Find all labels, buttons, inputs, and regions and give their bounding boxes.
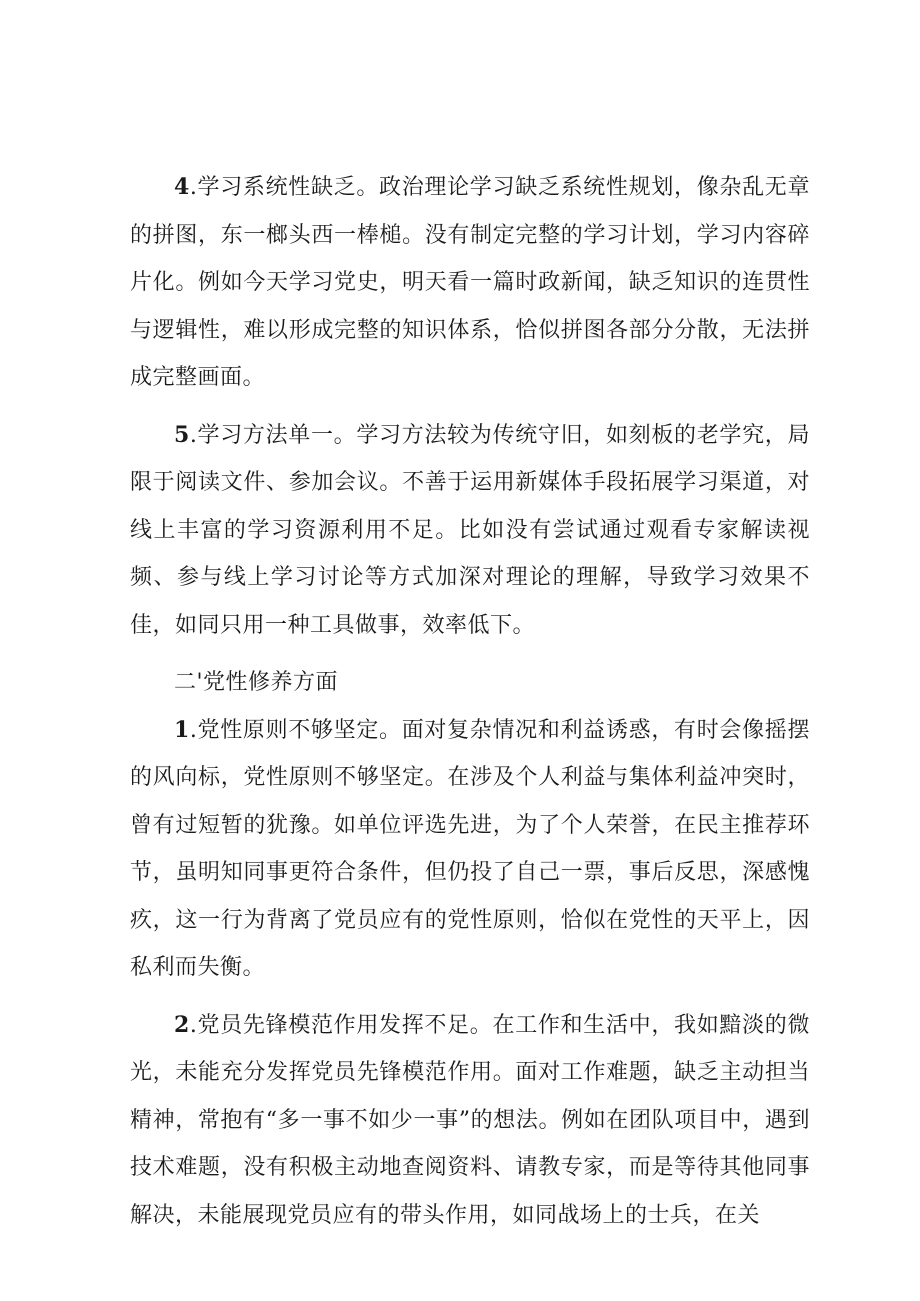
paragraph-number: 5 [174,421,190,448]
document-body [130,164,810,1249]
paragraph-item-1 [130,707,810,992]
paragraph-number: 4 [174,174,190,200]
paragraph-item-5 [130,412,810,650]
paragraph-number: 1 [174,716,190,743]
paragraph-text: .学习方法单一。学习方法较为传统守旧，如刻板的老学究，局限于阅读文件、参加会议。不善于运用新媒体手段拓展学习渠道，对线上丰富的学习资源利用不足。比如没有尝试通过观看专家解读视频、参与线上学习讨论等方式加深对理论的理解，导致学习效果不佳，如同只用一种工具做事，效率低下。 [130,422,810,638]
paragraph-number: 2 [174,1011,190,1038]
paragraph-text: .党性原则不够坚定。面对复杂情况和利益诱惑，有时会像摇摆的风向标，党性原则不够坚定。在涉及个人利益与集体利益冲突时，曾有过短暂的犹豫。如单位评选先进，为了个人荣誉，在民主推荐环节，虽明知同事更符合条件，但仍投了自己一票，事后反思，深感愧疚，这一行为背离了党员应有的党性原则，恰似在党性的天平上，因私利而失衡。 [130,717,810,980]
paragraph-item-2 [130,1002,810,1240]
section-heading [130,659,810,707]
section-heading-text: 二'党性修养方面 [174,670,339,695]
paragraph-text: .党员先锋模范作用发挥不足。在工作和生活中，我如黯淡的微光，未能充分发挥党员先锋模范作用。面对工作难题，缺乏主动担当精神，常抱有“多一事不如少一事”的想法。例如在团队项目中，遇到技术难题，没有积极主动地查阅资料、请教专家，而是等待其他同事解决，未能展现党员应有的带头作用，如同战场上的士兵，在关 [130,1012,810,1228]
paragraph-item-4 [130,164,810,402]
paragraph-text: .学习系统性缺乏。政治理论学习缺乏系统性规划，像杂乱无章的拼图，东一榔头西一棒槌。没有制定完整的学习计划，学习内容碎片化。例如今天学习党史，明天看一篇时政新闻，缺乏知识的连贯性与逻辑性，难以形成完整的知识体系，恰似拼图各部分分散，无法拼成完整画面。 [130,175,810,390]
